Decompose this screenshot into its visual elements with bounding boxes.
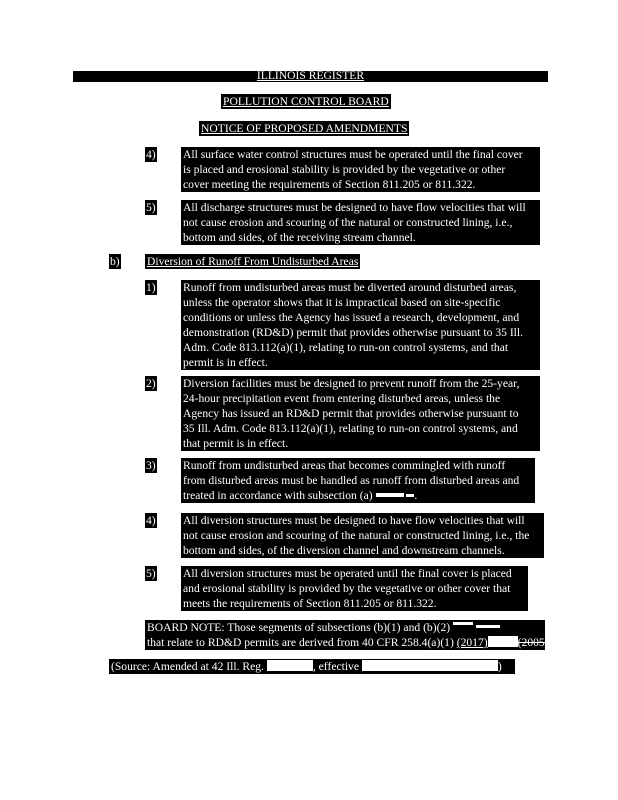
board-note <box>145 620 549 650</box>
section-b-heading: Diversion of Runoff From Undisturbed Areas <box>147 255 359 268</box>
text-line: conditions or unless the Agency has issued a research, development, and <box>183 311 520 324</box>
text-line: is placed and erosional stability is provided by the vegetative or other <box>183 163 506 176</box>
redacted-blank <box>453 622 473 625</box>
year-old: (2005) <box>517 636 549 649</box>
item-b3-text <box>181 458 535 503</box>
redacted-blank <box>406 494 414 497</box>
text-fragment: treated in accordance with subsection (a) <box>183 489 373 502</box>
redacted-blank <box>376 493 404 497</box>
text-line: Adm. Code 813.112(a)(1), relating to run-on control systems, and that <box>183 341 509 354</box>
source-suffix: ) <box>497 660 502 673</box>
year-new: (2017) <box>456 636 488 649</box>
text-line: Diversion facilities must be designed to prevent runoff from the 25-year, <box>183 377 520 390</box>
text-line: not cause erosion and scouring of the natural or constructed lining, i.e., <box>183 216 513 229</box>
text-line: All diversion structures must be designed to have flow velocities that will <box>183 514 525 527</box>
item-a5-number: 5) <box>146 201 156 214</box>
text-line: 24-hour precipitation event from entering disturbed areas, unless the <box>183 392 501 405</box>
register-title: ILLINOIS REGISTER <box>256 69 365 82</box>
item-b4-text <box>181 513 544 558</box>
redacted-blank <box>488 636 518 647</box>
item-b1-text <box>181 280 540 370</box>
item-b5-text <box>181 566 528 611</box>
notice-title: NOTICE OF PROPOSED AMENDMENTS <box>201 122 408 135</box>
board-title: POLLUTION CONTROL BOARD <box>223 95 389 108</box>
text-line: All discharge structures must be designed to have flow velocities that will <box>183 201 526 214</box>
text-line: Runoff from undisturbed areas that becomes commingled with runoff <box>183 459 506 472</box>
text-line: from disturbed areas must be handled as runoff from disturbed areas and <box>183 474 520 487</box>
item-b1-number: 1) <box>146 281 156 294</box>
board-note-line <box>147 635 549 650</box>
redacted-blank <box>267 660 313 671</box>
board-note-text: that relate to RD&D permits are derived from 40 CFR 258.4(a)(1) <box>147 636 457 649</box>
source-prefix: (Source: Amended at 42 Ill. Reg. <box>111 660 264 673</box>
item-a5-text <box>181 200 540 245</box>
text-line: cover meeting the requirements of Section 811.205 or 811.322. <box>183 178 476 191</box>
source-middle: , effective <box>312 660 359 673</box>
text-line: unless the operator shows that it is impractical based on site-specific <box>183 296 501 309</box>
item-a4-text <box>181 147 540 192</box>
text-line: not cause erosion and scouring of the natural or constructed lining, i.e., the <box>183 529 530 542</box>
text-line: treated in accordance with subsection (a) . <box>183 489 418 502</box>
item-b3-number: 3) <box>146 459 156 472</box>
item-b2-text <box>181 376 540 451</box>
redacted-blank <box>362 660 498 671</box>
text-line: demonstration (RD&D) permit that provides otherwise pursuant to 35 Ill. <box>183 326 524 339</box>
item-b5-number: 5) <box>146 567 156 580</box>
board-note-line <box>147 620 543 635</box>
section-b-number: b) <box>110 255 120 268</box>
item-b2-number: 2) <box>146 377 156 390</box>
board-note-text: BOARD NOTE: Those segments of subsections (b)(1) and (b)(2) <box>147 621 451 634</box>
text-line: bottom and sides, of the diversion channel and downstream channels. <box>183 544 505 557</box>
source-line <box>109 659 515 674</box>
text-line: 35 Ill. Adm. Code 813.112(a)(1), relating to run-on control systems, and <box>183 422 518 435</box>
redacted-blank <box>476 625 500 628</box>
text-line: All surface water control structures must be operated until the final cover <box>183 148 523 161</box>
text-line: Runoff from undisturbed areas must be diverted around disturbed areas, <box>183 281 517 294</box>
text-line: and erosional stability is provided by the vegetative or other cover that <box>183 582 511 595</box>
text-line: bottom and sides, of the receiving stream channel. <box>183 231 416 244</box>
item-b4-number: 4) <box>146 514 156 527</box>
text-line: meets the requirements of Section 811.205 or 811.322. <box>183 597 437 610</box>
text-line: permit is in effect. <box>183 356 268 369</box>
text-line: that permit is in effect. <box>183 437 289 450</box>
item-a4-number: 4) <box>146 148 156 161</box>
text-line: All diversion structures must be operated until the final cover is placed <box>183 567 512 580</box>
text-line: Agency has issued an RD&D permit that provides otherwise pursuant to <box>183 407 519 420</box>
